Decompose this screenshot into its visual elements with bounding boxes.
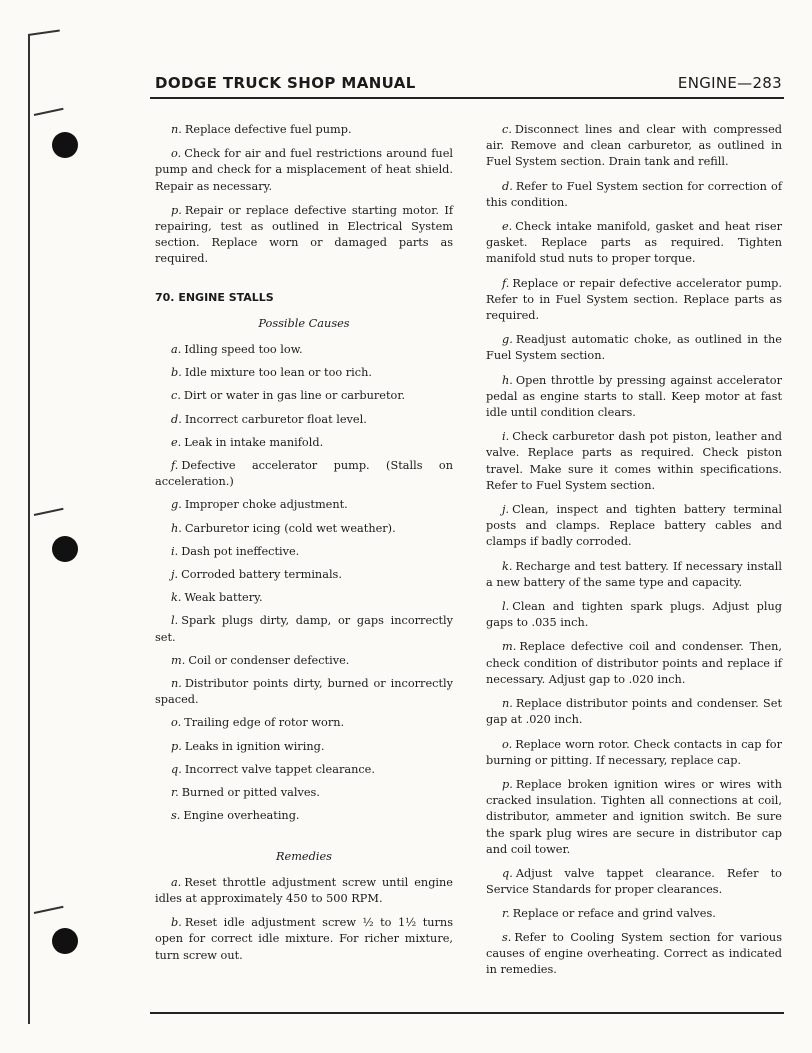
remedy-item: e. Check intake manifold, gasket and heat riser gasket. Replace parts as required. Tighten manifold stud nuts to proper torque. [486,220,782,266]
right-column [486,122,782,986]
binder-corner-mark [28,30,60,36]
page-number: ENGINE—283 [677,74,782,92]
scan-tick-mark [34,906,64,914]
list-item: o. Check for air and fuel restrictions around fuel pump and check for a misplacement of heat shield. Repair as necessary. [155,147,453,193]
cause-item: b. Idle mixture too lean or too rich. [171,366,372,380]
remedy-item: q. Adjust valve tappet clearance. Refer to Service Standards for proper clearances. [486,866,782,897]
remedy-item: s. Refer to Cooling System section for various causes of engine overheating. Correct as indicated in remedies. [486,930,782,976]
remedy-item: a. Reset throttle adjustment screw until engine idles at approximately 450 to 500 RPM. [155,875,453,905]
scan-tick-mark [34,508,64,516]
remedies-heading: Remedies [276,849,332,863]
cause-item: e. Leak in intake manifold. [171,435,324,449]
cause-item: c. Dirt or water in gas line or carburetor. [171,389,406,403]
remedy-item: l. Clean and tighten spark plugs. Adjust plug gaps to .035 inch. [486,600,782,630]
remedy-item: j. Clean, inspect and tighten battery terminal posts and clamps. Replace battery cables and clamps if badly corroded. [486,503,782,549]
header-rule [150,97,784,99]
page-title: DODGE TRUCK SHOP MANUAL [155,74,416,92]
list-item: p. Repair or replace defective starting motor. If repairing, test as outlined in Electrical System section. Replace worn or damaged parts as required. [155,203,453,266]
left-column [155,122,453,972]
remedy-item: i. Check carburetor dash pot piston, leather and valve. Replace parts as required. Check piston travel. Make sure it comes within specifications. Refer to Fuel System section. [486,430,782,492]
cause-item: i. Dash pot ineffective. [171,544,300,558]
cause-item: f. Defective accelerator pump. (Stalls on acceleration.) [155,459,453,489]
cause-item: h. Carburetor icing (cold wet weather). [171,521,396,535]
remedy-item: b. Reset idle adjustment screw ½ to 1½ turns open for correct idle mixture. For richer mixture, turn screw out. [155,916,453,962]
punch-hole [52,928,78,954]
cause-item: r. Burned or pitted valves. [171,786,320,800]
cause-item: s. Engine overheating. [171,809,300,823]
section-heading: 70. ENGINE STALLS [155,290,274,304]
cause-item: g. Improper choke adjustment. [171,498,348,512]
cause-item: n. Distributor points dirty, burned or incorrectly spaced. [155,677,453,707]
cause-item: l. Spark plugs dirty, damp, or gaps incorrectly set. [155,614,453,644]
remedy-item: c. Disconnect lines and clear with compressed air. Remove and clean carburetor, as outlined in Fuel System section. Drain tank and refill. [486,123,782,169]
remedy-item: g. Readjust automatic choke, as outlined in the Fuel System section. [486,333,782,363]
binder-edge-line [28,34,30,1024]
list-item: n. Replace defective fuel pump. [171,123,352,136]
remedy-item: k. Recharge and test battery. If necessary install a new battery of the same type and capacity. [486,559,782,589]
cause-item: p. Leaks in ignition wiring. [171,739,325,753]
cause-item: d. Incorrect carburetor float level. [171,412,367,426]
remedy-item: r. Replace or reface and grind valves. [502,907,716,921]
cause-item: j. Corroded battery terminals. [171,568,342,582]
scan-tick-mark [34,108,64,116]
cause-item: k. Weak battery. [171,591,263,605]
causes-heading: Possible Causes [258,316,350,330]
cause-item: m. Coil or condenser defective. [171,653,350,667]
punch-hole [52,536,78,562]
cause-item: o. Trailing edge of rotor worn. [171,716,345,730]
remedy-item: d. Refer to Fuel System section for correction of this condition. [486,179,782,209]
remedy-item: o. Replace worn rotor. Check contacts in cap for burning or pitting. If necessary, replace cap. [486,737,782,767]
remedy-item: m. Replace defective coil and condenser. Then, check condition of distributor points and replace if necessary. Adjust gap to .020 inch. [486,640,782,686]
remedy-item: n. Replace distributor points and condenser. Set gap at .020 inch. [486,697,782,727]
cause-item: a. Idling speed too low. [171,343,303,357]
remedy-item: p. Replace broken ignition wires or wires with cracked insulation. Tighten all connections at coil, distributor, ammeter and ignition switch. Be sure the spark plug wires are secure in distributor cap and coil tower. [486,777,782,856]
punch-hole [52,132,78,158]
cause-item: q. Incorrect valve tappet clearance. [171,762,375,776]
footer-rule [150,1012,784,1014]
remedy-item: h. Open throttle by pressing against accelerator pedal as engine starts to stall. Keep motor at fast idle until condition clears. [486,373,782,420]
remedy-item: f. Replace or repair defective accelerator pump. Refer to in Fuel System section. Replace parts as required. [486,276,782,323]
